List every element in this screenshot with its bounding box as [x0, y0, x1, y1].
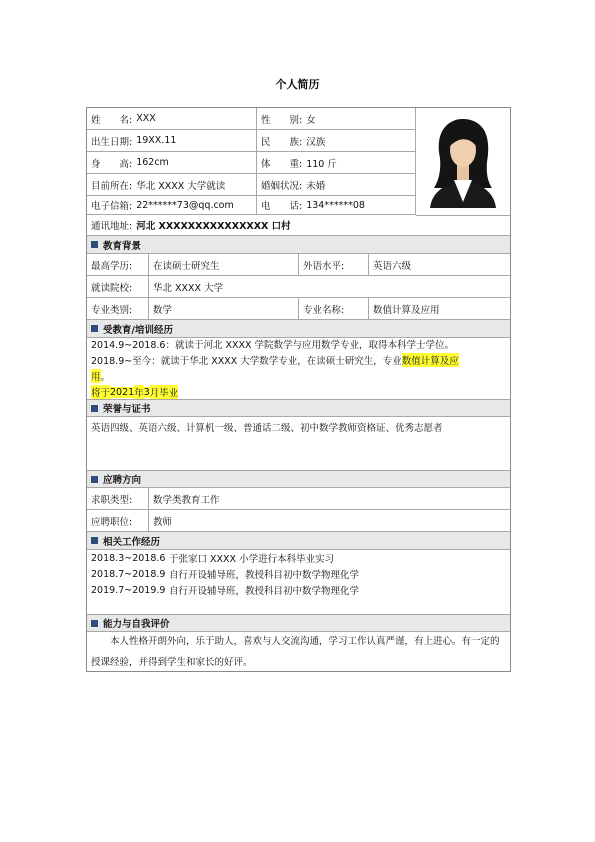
work-item-date: 2018.7~2018.9	[91, 568, 166, 580]
job-type-value: 数学类教育工作	[153, 494, 220, 506]
work-item	[91, 566, 359, 582]
language-label-cell	[299, 254, 369, 276]
marital-label: 婚姻状况:	[261, 180, 303, 192]
training-line-1-text: 2014.9~2018.6：就读于河北 XXXX 学院数学与应用数学专业，取得本科学士学位。	[91, 340, 455, 351]
awards-text: 英语四级、英语六级、计算机一级、普通话二级、初中数学教师资格证、优秀志愿者	[91, 423, 443, 434]
job-position-value: 教师	[153, 516, 173, 528]
address-value: 河北 XXXXXXXXXXXXXXX 口村	[136, 221, 291, 232]
height-value: 162cm	[136, 157, 169, 168]
work-item	[91, 550, 334, 566]
job-position-label-cell	[87, 510, 149, 532]
job-position-label: 应聘职位:	[91, 516, 133, 528]
training-line-2-cont	[91, 368, 110, 384]
email-value[interactable]: 22******73@qq.com	[136, 199, 234, 211]
ethnic-value: 汉族	[306, 136, 326, 148]
training-line-2-highlight: 数值计算及应	[402, 353, 459, 367]
name-cell	[87, 108, 257, 130]
major-value: 数值计算及应用	[373, 304, 440, 316]
graduation-text-e: 月毕业	[150, 385, 179, 399]
location-label: 目前所在:	[91, 180, 133, 192]
marital-cell	[257, 174, 416, 196]
major-value-cell	[369, 298, 510, 320]
work-item	[91, 582, 359, 598]
section-education-title: 教育背景	[103, 240, 142, 252]
school-value-cell	[149, 276, 510, 298]
phone-value: 134******08	[306, 199, 365, 211]
weight-cell	[257, 152, 416, 174]
location-cell	[87, 174, 257, 196]
degree-value: 在读硕士研究生	[153, 260, 220, 272]
job-type-label-cell	[87, 488, 149, 510]
job-type-value-cell	[149, 488, 510, 510]
name-value: XXX	[136, 113, 156, 124]
section-awards-title: 荣誉与证书	[103, 404, 151, 415]
address-label: 通讯地址:	[91, 221, 133, 232]
training-line-1	[91, 336, 454, 352]
section-objective	[87, 470, 510, 488]
height-label: 身 高:	[91, 158, 133, 170]
section-marker-icon	[91, 325, 98, 332]
email-label: 电子信箱:	[91, 201, 133, 212]
degree-value-cell	[149, 254, 299, 276]
email-cell	[87, 196, 257, 215]
graduation-month: 3	[143, 386, 150, 398]
location-value: 华北 XXXX 大学就读	[136, 180, 226, 192]
work-item-date: 2018.3~2018.6	[91, 552, 166, 564]
gender-label: 性 别:	[261, 114, 303, 126]
training-line-3	[91, 384, 178, 400]
work-item-date: 2019.7~2019.9	[91, 584, 166, 596]
category-label-cell	[87, 298, 149, 320]
section-evaluation	[87, 614, 510, 632]
training-line-2-text: 2018.9~至今：就读于华北 XXXX 大学数学专业，在读硕士研究生，专业	[91, 356, 402, 367]
section-marker-icon	[91, 620, 98, 627]
section-training-title: 受教育/培训经历	[103, 324, 173, 336]
work-item-desc: 自行开设辅导班，教授科目初中数学物理化学	[169, 586, 360, 597]
birth-value: 19XX.11	[136, 135, 177, 146]
training-line-2-end: 。	[100, 372, 111, 383]
work-item-desc: 于张家口 XXXX 小学进行本科毕业实习	[169, 554, 335, 565]
school-label: 就读院校:	[91, 282, 133, 294]
work-item-desc: 自行开设辅导班，教授科目初中数学物理化学	[169, 570, 360, 581]
category-value: 数学	[153, 304, 173, 316]
gender-cell	[257, 108, 416, 130]
height-cell	[87, 152, 257, 174]
ethnic-label: 民 族:	[261, 136, 303, 148]
section-evaluation-title: 能力与自我评价	[103, 619, 170, 630]
gender-value: 女	[306, 114, 316, 126]
degree-label: 最高学历:	[91, 260, 133, 272]
section-objective-title: 应聘方向	[103, 475, 142, 486]
category-value-cell	[149, 298, 299, 320]
category-label: 专业类别:	[91, 304, 133, 316]
training-line-2-highlight-cont: 用	[91, 369, 101, 383]
weight-label: 体 重:	[261, 158, 303, 170]
ethnic-cell	[257, 130, 416, 152]
section-education	[87, 236, 510, 254]
resume-table	[86, 107, 511, 672]
section-marker-icon	[91, 476, 98, 483]
birth-label: 出生日期:	[91, 136, 133, 148]
weight-value: 110 斤	[306, 158, 337, 170]
major-label-cell	[299, 298, 369, 320]
evaluation-text: 本人性格开朗外向，乐于助人，喜欢与人交流沟通，学习工作认真严谨，有上进心。有一定的授课经验，并得到学生和家长的好评。	[91, 636, 500, 668]
graduation-year: 2021	[110, 386, 135, 398]
section-marker-icon	[91, 241, 98, 248]
page-title: 个人简历	[275, 78, 320, 91]
profile-photo	[416, 108, 510, 216]
name-label: 姓 名:	[91, 114, 133, 126]
language-value-cell	[369, 254, 510, 276]
job-position-value-cell	[149, 510, 510, 532]
major-label: 专业名称:	[303, 304, 345, 316]
phone-label: 电 话:	[261, 201, 303, 212]
section-marker-icon	[91, 405, 98, 412]
job-type-label: 求职类型:	[91, 494, 133, 506]
language-label: 外语水平:	[303, 260, 345, 272]
training-line-2	[91, 352, 459, 368]
graduation-text-c: 年	[134, 385, 144, 399]
school-value: 华北 XXXX 大学	[153, 282, 224, 294]
marital-value: 未婚	[306, 180, 326, 192]
address-cell	[87, 215, 510, 236]
school-label-cell	[87, 276, 149, 298]
awards-text-row	[91, 419, 443, 435]
degree-label-cell	[87, 254, 149, 276]
avatar-icon	[426, 116, 500, 208]
section-work-title: 相关工作经历	[103, 536, 161, 548]
phone-cell	[257, 196, 416, 215]
birth-cell	[87, 130, 257, 152]
section-awards	[87, 399, 510, 417]
section-work	[87, 532, 510, 550]
graduation-text-a: 将于	[91, 385, 110, 399]
section-marker-icon	[91, 537, 98, 544]
language-value: 英语六级	[373, 260, 412, 272]
